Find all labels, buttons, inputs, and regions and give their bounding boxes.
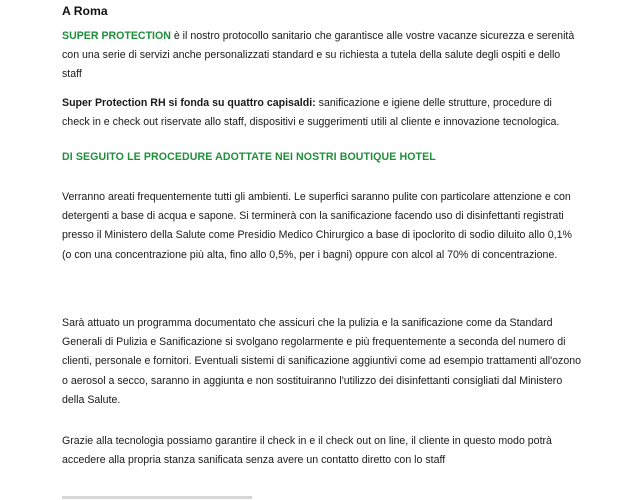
section-title: DI SEGUITO LE PROCEDURE ADOTTATE NEI NOSTRI BOUTIQUE HOTEL xyxy=(62,151,436,163)
cut-off-text-line xyxy=(62,493,262,500)
city-heading: A Roma xyxy=(62,4,108,18)
intro-text: è il nostro protocollo sanitario che garantisce alle vostre vacanze sicurezza e serenità con una serie di servizi anche personalizzati standard e su richiesta a tutela della salute degli ospiti e dello staff xyxy=(62,30,575,81)
pillars-text: sanificazione e igiene delle strutture, procedure di check in e check out riservate allo staff, dispositivi e suggerimenti utili al cliente e innovazione tecnologica. xyxy=(62,97,560,129)
pillars-paragraph xyxy=(62,94,582,132)
intro-paragraph xyxy=(62,27,582,85)
ventilation-paragraph: Verranno areati frequentemente tutti gli ambienti. Le superfici saranno pulite con particolare attenzione e con detergenti a base di acqua e sapone. Si terminerà con la sanificazione facendo uso di disinfettanti registrati presso il Ministero della Salute come Presidio Medico Chirurgico a base di ipoclorito di sodio diluito allo 0,1% (o con una concentrazione più alta, fino allo 0,5%, per i bagni) oppure con alcol al 70% di concentrazione. xyxy=(62,191,572,261)
pillars-lead: Super Protection RH si fonda su quattro capisaldi: xyxy=(62,97,316,109)
online-checkin-paragraph: Grazie alla tecnologia possiamo garantire il check in e il check out on line, il cliente in questo modo potrà accedere alla propria stanza sanificata senza avere un contatto diretto con lo staff xyxy=(62,435,552,467)
brand-name: SUPER PROTECTION xyxy=(62,30,171,42)
sanitation-program-paragraph: Sarà attuato un programma documentato che assicuri che la pulizia e la sanificazione come da Standard Generali di Pulizia e Sanificazione si svolgano regolarmente e più frequentemente a seconda del numero di clienti, personale e fornitori. Eventuali sistemi di sanificazione aggiuntivi come ad esempio trattamenti all'ozono o aerosol a secco, saranno in aggiunta e non sostituiranno l'utilizzo dei disinfettanti consigliati dal Ministero della Salute. xyxy=(62,317,582,406)
